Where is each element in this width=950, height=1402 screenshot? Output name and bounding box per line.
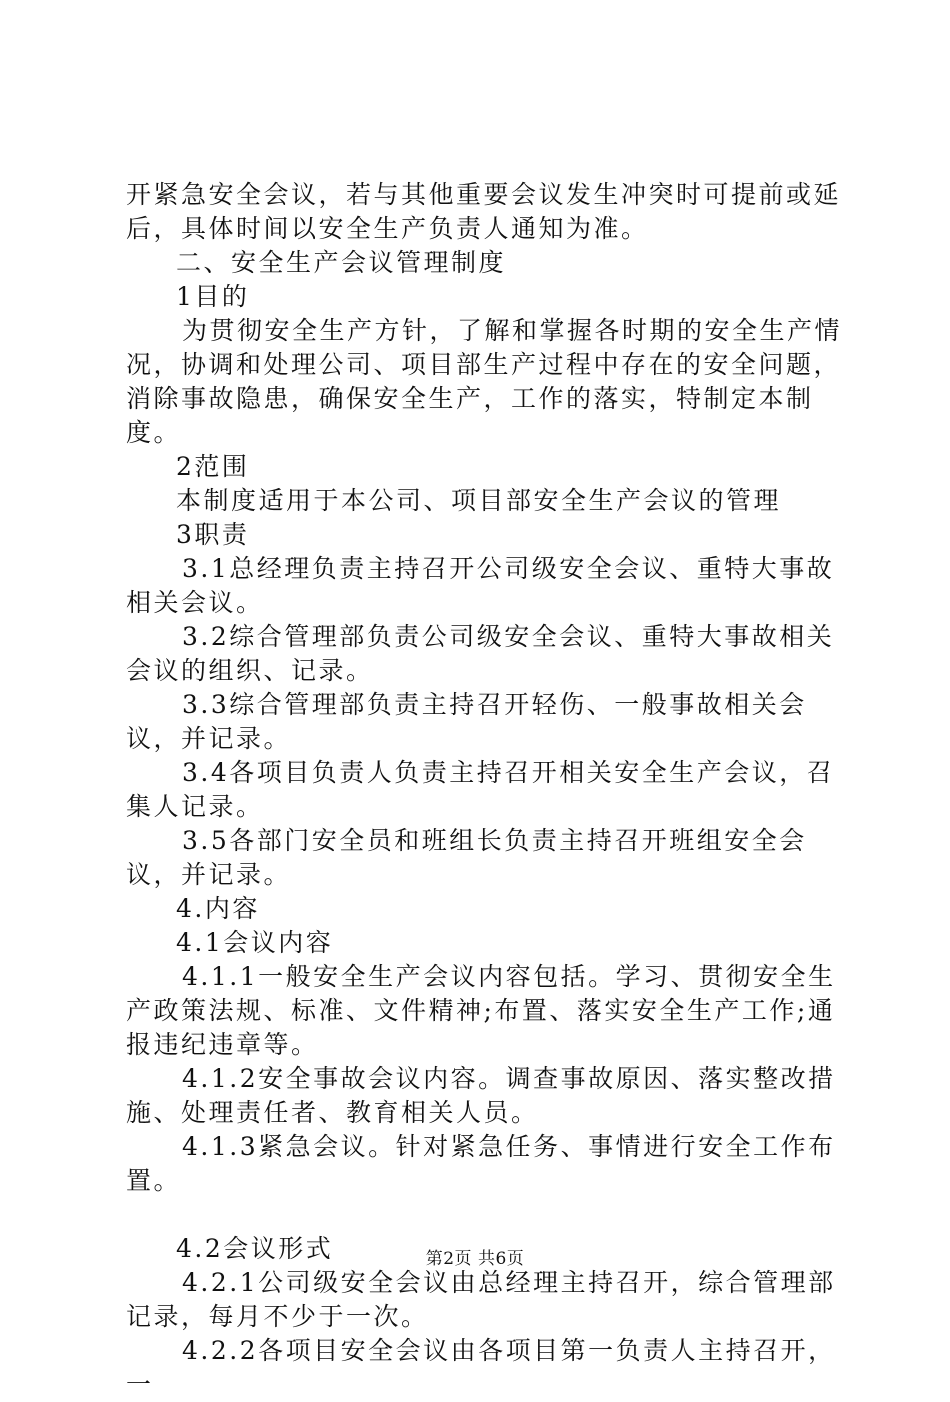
paragraph-4-2-1: 4.2.1公司级安全会议由总经理主持召开，综合管理部记录，每月不少于一次。: [126, 1268, 836, 1331]
paragraph-4-1-2: 4.1.2安全事故会议内容。调查事故原因、落实整改措施、处理责任者、教育相关人员。: [126, 1064, 836, 1127]
section-heading-meeting-system: 二、安全生产会议管理制度: [176, 248, 507, 277]
heading-scope: 2范围: [176, 452, 250, 481]
heading-responsibilities: 3职责: [176, 520, 250, 549]
paragraph-3-1: 3.1总经理负责主持召开公司级安全会议、重特大事故相关会议。: [126, 554, 835, 617]
heading-content: 4.内容: [176, 894, 260, 923]
document-body: [126, 178, 850, 1402]
heading-4-2: 4.2会议形式: [176, 1234, 334, 1263]
paragraph-continued-text: 开紧急安全会议，若与其他重要会议发生冲突时可提前或延后，具体时间以安全生产负责人通知为准。: [126, 180, 842, 243]
page-number-footer: 第2页 共6页: [425, 1249, 525, 1269]
heading-purpose: 1目的: [176, 282, 250, 311]
paragraph-scope: 本制度适用于本公司、项目部安全生产会议的管理: [176, 486, 782, 515]
paragraph-3-2: 3.2综合管理部负责公司级安全会议、重特大事故相关会议的组织、记录。: [126, 622, 835, 685]
paragraph-4-1-1: 4.1.1一般安全生产会议内容包括。学习、贯彻安全生产政策法规、标准、文件精神;布置、落实安全生产工作;通报违纪违章等。: [126, 962, 836, 1059]
paragraph-4-1-3: 4.1.3紧急会议。针对紧急任务、事情进行安全工作布置。: [126, 1132, 836, 1195]
paragraph-3-5: 3.5各部门安全员和班组长负责主持召开班组安全会议，并记录。: [126, 826, 807, 889]
paragraph-4-2-2: 4.2.2各项目安全会议由各项目第一负责人主持召开，一: [126, 1336, 836, 1399]
paragraph-3-4: 3.4各项目负责人负责主持召开相关安全生产会议，召集人记录。: [126, 758, 835, 821]
paragraph-purpose: 为贯彻安全生产方针，了解和掌握各时期的安全生产情况，协调和处理公司、项目部生产过程中存在的安全问题，消除事故隐患，确保安全生产，工作的落实，特制定本制度。: [126, 316, 843, 447]
paragraph-gap: [126, 1198, 850, 1232]
heading-4-1: 4.1会议内容: [176, 928, 334, 957]
paragraph-3-3: 3.3综合管理部负责主持召开轻伤、一般事故相关会议，并记录。: [126, 690, 807, 753]
